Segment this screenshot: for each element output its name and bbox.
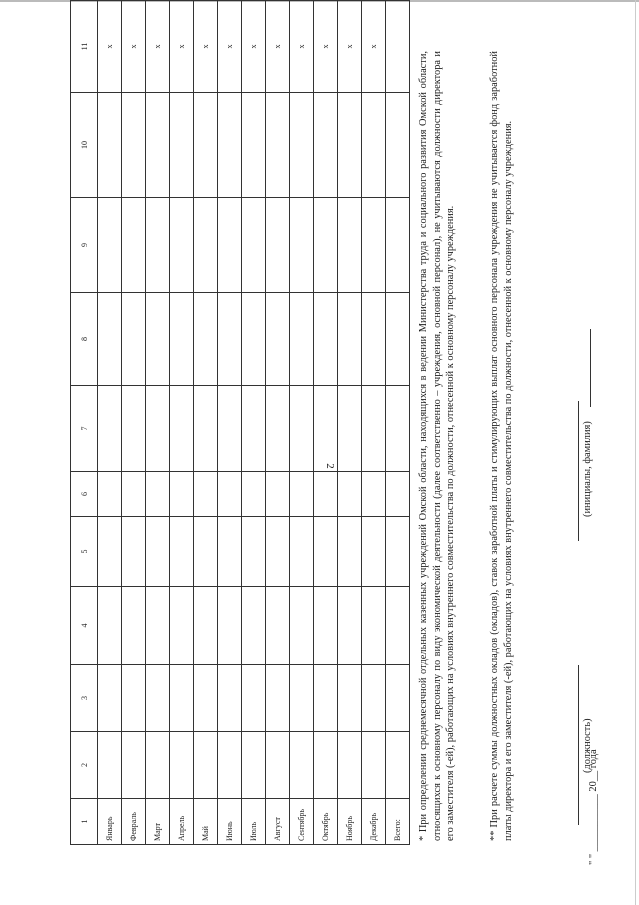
empty-cell	[266, 386, 290, 472]
col11-cell: x	[338, 1, 362, 93]
table-row	[194, 1, 218, 845]
table-row	[242, 1, 266, 845]
col11-cell: x	[122, 1, 146, 93]
empty-cell	[362, 198, 386, 293]
empty-cell	[146, 93, 170, 198]
empty-cell	[194, 665, 218, 732]
empty-cell	[218, 587, 242, 665]
empty-cell	[314, 472, 338, 517]
empty-cell	[386, 93, 410, 198]
empty-cell	[314, 732, 338, 799]
empty-cell	[146, 732, 170, 799]
row-label: Август	[266, 799, 290, 845]
header-cell: 7	[71, 386, 98, 472]
empty-cell	[386, 517, 410, 587]
header-cell: 11	[71, 1, 98, 93]
empty-cell	[242, 198, 266, 293]
table-row	[146, 1, 170, 845]
empty-cell	[290, 293, 314, 386]
empty-cell	[362, 93, 386, 198]
empty-cell	[146, 386, 170, 472]
empty-cell	[266, 732, 290, 799]
row-label: Июль	[242, 799, 266, 845]
empty-cell	[98, 732, 122, 799]
empty-cell	[338, 732, 362, 799]
empty-cell	[170, 587, 194, 665]
empty-cell	[146, 517, 170, 587]
date-line: " " ___________ 20__ года	[588, 749, 599, 865]
empty-cell	[290, 198, 314, 293]
empty-cell	[266, 517, 290, 587]
empty-cell	[362, 587, 386, 665]
row-label: Февраль	[122, 799, 146, 845]
empty-cell	[338, 93, 362, 198]
empty-cell	[170, 665, 194, 732]
empty-cell	[170, 386, 194, 472]
empty-cell	[218, 472, 242, 517]
header-cell: 3	[71, 665, 98, 732]
empty-cell	[386, 665, 410, 732]
rotated-page	[0, 25, 600, 865]
empty-cell	[170, 293, 194, 386]
empty-cell	[194, 293, 218, 386]
empty-cell	[386, 198, 410, 293]
empty-cell	[194, 517, 218, 587]
col11-cell: x	[266, 1, 290, 93]
empty-cell	[338, 517, 362, 587]
empty-cell	[170, 198, 194, 293]
name-label: (инициалы, фамилия)	[582, 421, 593, 517]
empty-cell	[122, 587, 146, 665]
col11-cell: x	[314, 1, 338, 93]
empty-cell	[98, 386, 122, 472]
row-label: Январь	[98, 799, 122, 845]
empty-cell	[122, 732, 146, 799]
col11-cell: x	[242, 1, 266, 93]
empty-cell	[122, 198, 146, 293]
empty-cell	[290, 386, 314, 472]
empty-cell	[194, 198, 218, 293]
empty-cell	[362, 517, 386, 587]
empty-cell	[218, 198, 242, 293]
salary-table	[70, 0, 410, 845]
empty-cell	[98, 472, 122, 517]
empty-cell	[242, 732, 266, 799]
table-row	[314, 1, 338, 845]
table-row	[122, 1, 146, 845]
page-number: 2	[323, 463, 336, 469]
row-label: Октябрь	[314, 799, 338, 845]
empty-cell	[146, 472, 170, 517]
empty-cell	[242, 587, 266, 665]
empty-cell	[242, 517, 266, 587]
empty-cell	[146, 665, 170, 732]
table-row	[362, 1, 386, 845]
empty-cell	[290, 93, 314, 198]
empty-cell	[290, 665, 314, 732]
table-row	[290, 1, 314, 845]
empty-cell	[98, 198, 122, 293]
footnote-1: * При определении среднемесячной отдельных казенных учреждений Омской области, находящихся в ведении Министерства труда и социального развития Омской области, относящихся к основному персоналу по виду экономической деятельности (далее соответственно – учреждения, основной персонал), не учитываются должности директора и его заместителя (-ей), работающих на условиях внутреннего совместительства по должности, отнесенной к основному персоналу учреждения.	[418, 51, 457, 841]
col11-cell: x	[218, 1, 242, 93]
empty-cell	[266, 293, 290, 386]
header-cell: 6	[71, 472, 98, 517]
table-row	[266, 1, 290, 845]
empty-cell	[338, 587, 362, 665]
empty-cell	[338, 472, 362, 517]
col11-cell: x	[194, 1, 218, 93]
col11-cell: x	[290, 1, 314, 93]
empty-cell	[242, 665, 266, 732]
row-label: Ноябрь	[338, 799, 362, 845]
empty-cell	[266, 93, 290, 198]
row-label: Сентябрь	[290, 799, 314, 845]
empty-cell	[290, 472, 314, 517]
empty-cell	[194, 93, 218, 198]
footnote-2: ** При расчете суммы должностных окладов (окладов), ставок заработной платы и стимулирующих выплат основного персонала учреждения не учитывается фонд заработной платы директора и его заместителя (-ей), работающих на условиях внутреннего совместительства по должности, отнесенной к основному персоналу учреждения.	[489, 51, 514, 841]
empty-cell	[386, 732, 410, 799]
empty-cell	[98, 293, 122, 386]
empty-cell	[386, 386, 410, 472]
col11-cell: x	[146, 1, 170, 93]
row-label: Июнь	[218, 799, 242, 845]
empty-cell	[218, 293, 242, 386]
empty-cell	[290, 517, 314, 587]
table-header-row	[71, 1, 98, 845]
empty-cell	[314, 198, 338, 293]
empty-cell	[242, 386, 266, 472]
header-cell: 5	[71, 517, 98, 587]
table-row	[98, 1, 122, 845]
row-label: Апрель	[170, 799, 194, 845]
empty-cell	[290, 587, 314, 665]
row-label: Всего:	[386, 799, 410, 845]
empty-cell	[170, 472, 194, 517]
empty-cell	[122, 472, 146, 517]
empty-cell	[242, 93, 266, 198]
empty-cell	[314, 665, 338, 732]
empty-cell	[242, 293, 266, 386]
empty-cell	[194, 472, 218, 517]
col11-cell: x	[170, 1, 194, 93]
empty-cell	[218, 665, 242, 732]
empty-cell	[314, 517, 338, 587]
empty-cell	[338, 198, 362, 293]
empty-cell	[170, 517, 194, 587]
empty-cell	[146, 293, 170, 386]
header-cell: 1	[71, 799, 98, 845]
empty-cell	[362, 732, 386, 799]
row-label: Декабрь	[362, 799, 386, 845]
col11-cell: x	[362, 1, 386, 93]
col11-cell	[386, 1, 410, 93]
position-signature-line	[578, 665, 579, 825]
empty-cell	[98, 665, 122, 732]
header-cell: 8	[71, 293, 98, 386]
empty-cell	[170, 93, 194, 198]
empty-cell	[146, 198, 170, 293]
position-label: (должность)	[582, 718, 593, 773]
empty-cell	[338, 386, 362, 472]
empty-cell	[386, 587, 410, 665]
empty-cell	[314, 587, 338, 665]
empty-cell	[218, 386, 242, 472]
header-cell: 10	[71, 93, 98, 198]
empty-cell	[122, 93, 146, 198]
empty-cell	[122, 517, 146, 587]
table-row	[338, 1, 362, 845]
empty-cell	[362, 472, 386, 517]
empty-cell	[194, 386, 218, 472]
empty-cell	[314, 93, 338, 198]
empty-cell	[122, 665, 146, 732]
empty-cell	[290, 732, 314, 799]
header-cell: 2	[71, 732, 98, 799]
table-row	[386, 1, 410, 845]
empty-cell	[386, 293, 410, 386]
empty-cell	[242, 472, 266, 517]
empty-cell	[266, 198, 290, 293]
empty-cell	[362, 293, 386, 386]
empty-cell	[218, 517, 242, 587]
empty-cell	[194, 587, 218, 665]
empty-cell	[362, 665, 386, 732]
header-cell: 9	[71, 198, 98, 293]
name-signature-line	[578, 401, 579, 541]
empty-cell	[98, 93, 122, 198]
empty-cell	[98, 517, 122, 587]
row-label: Март	[146, 799, 170, 845]
empty-cell	[338, 293, 362, 386]
table-row	[218, 1, 242, 845]
empty-cell	[122, 386, 146, 472]
empty-cell	[266, 665, 290, 732]
empty-cell	[218, 732, 242, 799]
empty-cell	[218, 93, 242, 198]
table-row	[170, 1, 194, 845]
empty-cell	[122, 293, 146, 386]
empty-cell	[98, 587, 122, 665]
empty-cell	[386, 472, 410, 517]
extra-signature-line	[590, 329, 591, 407]
empty-cell	[338, 665, 362, 732]
empty-cell	[266, 472, 290, 517]
empty-cell	[362, 386, 386, 472]
empty-cell	[314, 386, 338, 472]
empty-cell	[194, 732, 218, 799]
header-cell: 4	[71, 587, 98, 665]
empty-cell	[314, 293, 338, 386]
empty-cell	[266, 587, 290, 665]
col11-cell: x	[98, 1, 122, 93]
empty-cell	[146, 587, 170, 665]
scan-edge-right	[635, 0, 636, 905]
empty-cell	[170, 732, 194, 799]
row-label: Май	[194, 799, 218, 845]
